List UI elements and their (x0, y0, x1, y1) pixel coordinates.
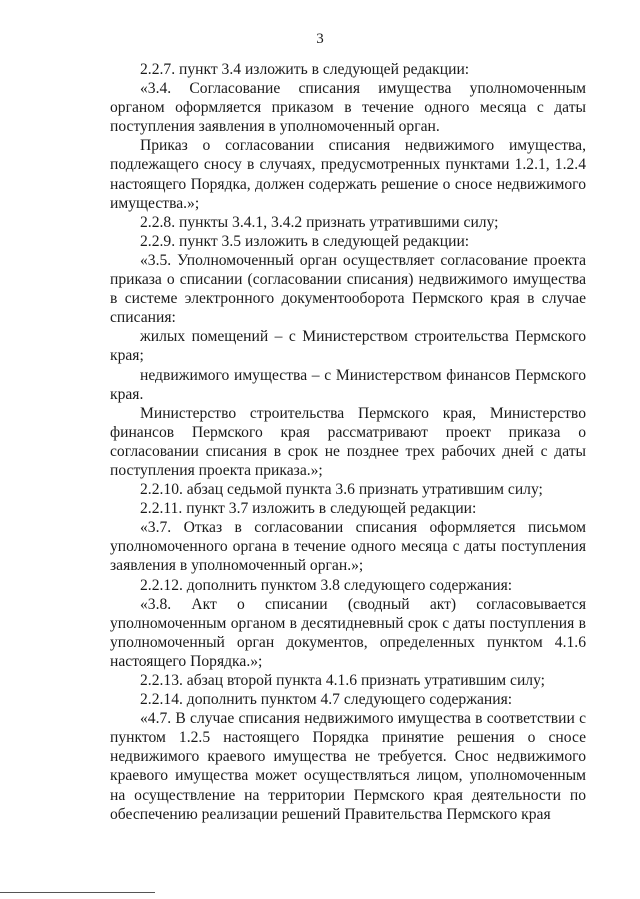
paragraph: 2.2.7. пункт 3.4 изложить в следующей редакции: (140, 61, 470, 78)
paragraph: 2.2.14. дополнить пунктом 4.7 следующего содержания: (140, 691, 513, 709)
paragraph: 2.2.12. дополнить пунктом 3.8 следующего содержания: (140, 576, 513, 594)
paragraph: Приказ о согласовании списания недвижимого имущества, подлежащего сносу в случаях, предусмотренных пунктами 1.2.1, 1.2.4 настоящего Порядка, должен содержать решение о сносе недвижимого имущества.»; (110, 137, 586, 212)
document-body (110, 60, 586, 824)
paragraph: недвижимого имущества – с Министерством финансов Пермского края. (110, 366, 586, 403)
paragraph: «3.7. Отказ в согласовании списания оформляется письмом уполномоченного органа в течение одного месяца с даты поступления заявления в уполномоченный орган.»; (110, 519, 586, 575)
paragraph: «3.8. Акт о списании (сводный акт) согласовывается уполномоченным органом в десятидневный срок с даты поступления в уполномоченный орган документов, определенных пунктом 4.1.6 настоящего Порядка.»; (110, 595, 586, 670)
paragraph: жилых помещений – с Министерством строительства Пермского края; (110, 328, 586, 365)
paragraph: 2.2.13. абзац второй пункта 4.1.6 признать утратившим силу; (140, 672, 546, 689)
paragraph: Министерство строительства Пермского края, Министерство финансов Пермского края рассматривают проект приказа о согласовании списания в срок не позднее трех рабочих дней с даты поступления проекта приказа.»; (110, 404, 586, 479)
paragraph: «3.5. Уполномоченный орган осуществляет согласование проекта приказа о списании (согласовании списания) недвижимого имущества в системе электронного документооборота Пермского края в случае списания: (110, 251, 586, 327)
paragraph: «4.7. В случае списания недвижимого имущества в соответствии с пунктом 1.2.5 настоящего Порядка принятие решения о сносе недвижимого краевого имущества не требуется. Снос недвижимого краевого имущества может осуществляться лицом, уполномоченным на осуществление на территории Пермского края деятельности по обеспечению реализации решений Правительства Пермского края (110, 710, 586, 823)
page-number: 3 (316, 31, 324, 47)
paragraph: 2.2.9. пункт 3.5 изложить в следующей редакции: (140, 232, 470, 250)
paragraph: 2.2.11. пункт 3.7 изложить в следующей редакции: (140, 500, 477, 518)
footnote-separator (0, 892, 155, 893)
paragraph: 2.2.8. пункты 3.4.1, 3.4.2 признать утратившими силу; (140, 213, 499, 231)
paragraph: 2.2.10. абзац седьмой пункта 3.6 признать утратившим силу; (140, 481, 543, 499)
paragraph: «3.4. Согласование списания имущества уполномоченным органом оформляется приказом в течение одного месяца с даты поступления заявления в уполномоченный орган. (110, 80, 586, 136)
